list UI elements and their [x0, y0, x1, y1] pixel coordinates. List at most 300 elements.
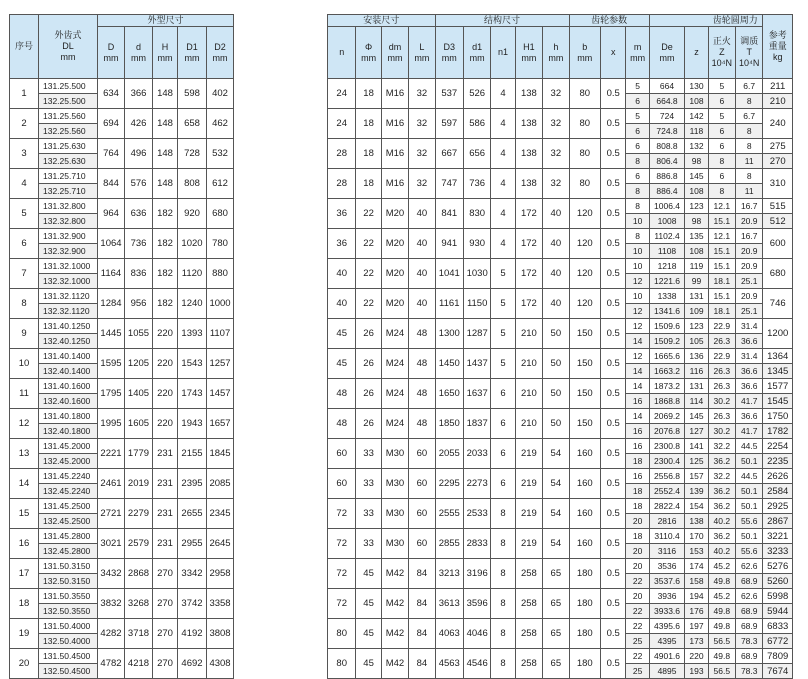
L-cell: 84 — [409, 649, 435, 679]
model-cell: 131.32.1000 — [39, 259, 98, 274]
H-cell: 231 — [153, 529, 178, 559]
b-cell: 180 — [569, 559, 600, 589]
m-cell: 14 — [626, 334, 649, 349]
De-cell: 724 — [649, 109, 685, 124]
tempered-force-cell: 50.1 — [736, 499, 763, 514]
d1-cell: 1837 — [463, 409, 490, 439]
D-cell: 1595 — [98, 349, 125, 379]
model-cell: 132.40.1800 — [39, 424, 98, 439]
H-cell: 220 — [153, 409, 178, 439]
z-cell: 139 — [685, 484, 708, 499]
De-cell: 1663.2 — [649, 364, 685, 379]
normalized-force-cell: 36.2 — [708, 454, 735, 469]
n1-cell: 4 — [491, 199, 515, 229]
h-cell: 50 — [543, 379, 569, 409]
m-cell: 22 — [626, 604, 649, 619]
weight-cell: 1345 — [763, 364, 793, 379]
D1-cell: 658 — [178, 109, 207, 139]
De-cell: 4395 — [649, 634, 685, 649]
phi-cell: 33 — [356, 439, 381, 469]
tempered-force-cell: 68.9 — [736, 619, 763, 634]
gear-param-group-header: 齿轮参数 — [569, 15, 649, 27]
b-cell: 150 — [569, 349, 600, 379]
d1-cell: 2533 — [463, 499, 490, 529]
tempered-force-cell: 25.1 — [736, 274, 763, 289]
m-cell: 25 — [626, 664, 649, 679]
D-cell: 2721 — [98, 499, 125, 529]
H1-cell: 258 — [515, 619, 542, 649]
m-cell: 20 — [626, 544, 649, 559]
D3-cell: 3213 — [435, 559, 463, 589]
tempered-force-cell: 8 — [736, 169, 763, 184]
seq-cell: 14 — [10, 469, 39, 499]
tempered-force-cell: 8 — [736, 94, 763, 109]
D-cell: 1795 — [98, 379, 125, 409]
dm-header: dm mm — [381, 27, 408, 79]
model-cell: 132.32.800 — [39, 214, 98, 229]
d-cell: 426 — [125, 109, 153, 139]
De-cell: 1509.6 — [649, 319, 685, 334]
x-cell: 0.5 — [601, 559, 626, 589]
D1-cell: 1943 — [178, 409, 207, 439]
weight-cell: 6772 — [763, 634, 793, 649]
H-header: H mm — [153, 27, 178, 79]
table-row — [10, 529, 234, 544]
n-cell: 72 — [328, 529, 356, 559]
n-header: n — [328, 27, 356, 79]
d1-cell: 586 — [463, 109, 490, 139]
m-header: m mm — [626, 27, 649, 79]
z-cell: 118 — [685, 124, 708, 139]
b-cell: 120 — [569, 199, 600, 229]
n-cell: 80 — [328, 619, 356, 649]
De-cell: 3116 — [649, 544, 685, 559]
m-cell: 18 — [626, 454, 649, 469]
weight-cell: 1364 — [763, 349, 793, 364]
phi-cell: 22 — [356, 259, 381, 289]
L-cell: 84 — [409, 559, 435, 589]
weight-cell: 210 — [763, 94, 793, 109]
tempered-force-cell: 68.9 — [736, 604, 763, 619]
weight-cell: 5998 — [763, 589, 793, 604]
b-cell: 180 — [569, 649, 600, 679]
n1-cell: 8 — [491, 529, 515, 559]
normalized-force-cell: 32.2 — [708, 469, 735, 484]
m-cell: 10 — [626, 259, 649, 274]
x-cell: 0.5 — [601, 259, 626, 289]
n1-cell: 8 — [491, 499, 515, 529]
D-cell: 3832 — [98, 589, 125, 619]
H-cell: 220 — [153, 379, 178, 409]
tempered-force-cell: 55.6 — [736, 544, 763, 559]
n-cell: 24 — [328, 109, 356, 139]
model-cell: 131.50.4000 — [39, 619, 98, 634]
D2-cell: 532 — [207, 139, 234, 169]
table-row — [328, 379, 793, 394]
De-cell: 2300.4 — [649, 454, 685, 469]
phi-cell: 45 — [356, 589, 381, 619]
model-cell: 131.32.900 — [39, 229, 98, 244]
seq-cell: 6 — [10, 229, 39, 259]
tempered-force-cell: 50.1 — [736, 529, 763, 544]
dm-cell: M24 — [381, 349, 408, 379]
d-cell: 2019 — [125, 469, 153, 499]
De-cell: 886.4 — [649, 184, 685, 199]
normalized-force-cell: 49.8 — [708, 574, 735, 589]
model-cell: 132.50.3150 — [39, 574, 98, 589]
h-cell: 32 — [543, 79, 569, 109]
z-cell: 176 — [685, 604, 708, 619]
z-cell: 141 — [685, 439, 708, 454]
h-cell: 40 — [543, 289, 569, 319]
n-cell: 60 — [328, 469, 356, 499]
h-cell: 65 — [543, 589, 569, 619]
m-cell: 14 — [626, 379, 649, 394]
b-cell: 80 — [569, 79, 600, 109]
model-cell: 131.45.2000 — [39, 439, 98, 454]
b-header: b mm — [569, 27, 600, 79]
table-row — [328, 409, 793, 424]
h-header: h mm — [543, 27, 569, 79]
L-cell: 60 — [409, 529, 435, 559]
normalized-force-cell: 26.3 — [708, 334, 735, 349]
m-cell: 14 — [626, 409, 649, 424]
seq-header: 序号 — [10, 15, 39, 79]
normalized-force-cell: 49.8 — [708, 619, 735, 634]
D3-cell: 667 — [435, 139, 463, 169]
tempered-force-cell: 36.6 — [736, 379, 763, 394]
weight-cell: 7809 — [763, 649, 793, 664]
table-row — [328, 499, 793, 514]
tempered-force-cell: 44.5 — [736, 439, 763, 454]
m-cell: 6 — [626, 94, 649, 109]
D2-cell: 3808 — [207, 619, 234, 649]
z-cell: 170 — [685, 529, 708, 544]
m-cell: 12 — [626, 319, 649, 334]
table-row — [328, 199, 793, 214]
z-cell: 153 — [685, 544, 708, 559]
L-header: L mm — [409, 27, 435, 79]
d-cell: 1779 — [125, 439, 153, 469]
z-cell: 157 — [685, 469, 708, 484]
z-cell: 193 — [685, 664, 708, 679]
tempered-force-cell: 62.6 — [736, 559, 763, 574]
d-cell: 736 — [125, 229, 153, 259]
phi-cell: 18 — [356, 139, 381, 169]
z-cell: 108 — [685, 94, 708, 109]
De-cell: 3536 — [649, 559, 685, 574]
De-cell: 806.4 — [649, 154, 685, 169]
gear-force-group-header: 齿轮圆周力 — [708, 15, 763, 27]
H1-cell: 219 — [515, 469, 542, 499]
m-cell: 20 — [626, 514, 649, 529]
z-cell: 138 — [685, 514, 708, 529]
phi-cell: 26 — [356, 349, 381, 379]
d1-cell: 1150 — [463, 289, 490, 319]
z-cell: 98 — [685, 214, 708, 229]
weight-cell: 2235 — [763, 454, 793, 469]
n-cell: 28 — [328, 169, 356, 199]
D2-cell: 1107 — [207, 319, 234, 349]
L-cell: 48 — [409, 349, 435, 379]
d-cell: 3268 — [125, 589, 153, 619]
De-cell: 1108 — [649, 244, 685, 259]
seq-cell: 11 — [10, 379, 39, 409]
n1-cell: 8 — [491, 619, 515, 649]
D1-cell: 2155 — [178, 439, 207, 469]
weight-cell: 680 — [763, 259, 793, 289]
seq-cell: 9 — [10, 319, 39, 349]
model-cell: 132.40.1600 — [39, 394, 98, 409]
normalized-force-cell: 22.9 — [708, 319, 735, 334]
normalized-force-cell: 6 — [708, 139, 735, 154]
z-cell: 158 — [685, 574, 708, 589]
L-cell: 48 — [409, 379, 435, 409]
D2-cell: 2085 — [207, 469, 234, 499]
z-cell: 145 — [685, 409, 708, 424]
table-row — [10, 649, 234, 664]
z-cell: 145 — [685, 169, 708, 184]
d-cell: 1605 — [125, 409, 153, 439]
normalized-force-cell: 18.1 — [708, 304, 735, 319]
x-cell: 0.5 — [601, 649, 626, 679]
d-cell: 576 — [125, 169, 153, 199]
m-cell: 16 — [626, 424, 649, 439]
De-cell: 1008 — [649, 214, 685, 229]
n1-cell: 4 — [491, 169, 515, 199]
H-cell: 220 — [153, 319, 178, 349]
model-cell: 131.50.3550 — [39, 589, 98, 604]
weight-cell: 7674 — [763, 664, 793, 679]
De-cell: 664.8 — [649, 94, 685, 109]
normalized-force-cell: 45.2 — [708, 589, 735, 604]
H1-cell: 258 — [515, 589, 542, 619]
H-cell: 182 — [153, 259, 178, 289]
H-cell: 270 — [153, 589, 178, 619]
weight-cell: 746 — [763, 289, 793, 319]
z-cell: 127 — [685, 424, 708, 439]
gear-param-group-filler — [649, 15, 708, 27]
tempered-force-cell: 11 — [736, 154, 763, 169]
m-cell: 6 — [626, 139, 649, 154]
table-row — [10, 349, 234, 364]
header-row-group — [10, 15, 234, 27]
m-cell: 20 — [626, 589, 649, 604]
phi-cell: 45 — [356, 619, 381, 649]
D2-cell: 2958 — [207, 559, 234, 589]
H-cell: 148 — [153, 109, 178, 139]
d1-cell: 2273 — [463, 469, 490, 499]
model-cell: 132.45.2800 — [39, 544, 98, 559]
d-cell: 836 — [125, 259, 153, 289]
d1-cell: 1030 — [463, 259, 490, 289]
D2-cell: 402 — [207, 79, 234, 109]
model-cell: 132.25.560 — [39, 124, 98, 139]
D-cell: 844 — [98, 169, 125, 199]
De-cell: 2552.4 — [649, 484, 685, 499]
x-cell: 0.5 — [601, 379, 626, 409]
table-row — [328, 469, 793, 484]
model-cell: 132.45.2240 — [39, 484, 98, 499]
n1-cell: 8 — [491, 589, 515, 619]
H-cell: 270 — [153, 649, 178, 679]
H-cell: 182 — [153, 229, 178, 259]
D1-cell: 2955 — [178, 529, 207, 559]
D2-cell: 3358 — [207, 589, 234, 619]
seq-cell: 1 — [10, 79, 39, 109]
d-cell: 3718 — [125, 619, 153, 649]
De-cell: 1006.4 — [649, 199, 685, 214]
model-cell: 132.25.630 — [39, 154, 98, 169]
x-cell: 0.5 — [601, 439, 626, 469]
phi-cell: 26 — [356, 379, 381, 409]
normalized-force-cell: 56.5 — [708, 634, 735, 649]
H1-cell: 172 — [515, 199, 542, 229]
H1-header: H1 mm — [515, 27, 542, 79]
table-row — [328, 289, 793, 304]
weight-cell: 2584 — [763, 484, 793, 499]
weight-cell: 5944 — [763, 604, 793, 619]
z-cell: 109 — [685, 304, 708, 319]
D3-cell: 537 — [435, 79, 463, 109]
b-cell: 160 — [569, 499, 600, 529]
model-cell: 132.45.2000 — [39, 454, 98, 469]
D-cell: 634 — [98, 79, 125, 109]
d-cell: 1205 — [125, 349, 153, 379]
De-cell: 886.8 — [649, 169, 685, 184]
D-cell: 764 — [98, 139, 125, 169]
seq-cell: 17 — [10, 559, 39, 589]
n-cell: 72 — [328, 559, 356, 589]
H1-cell: 219 — [515, 499, 542, 529]
h-cell: 32 — [543, 139, 569, 169]
D-cell: 1445 — [98, 319, 125, 349]
x-header: x — [601, 27, 626, 79]
table-row — [328, 169, 793, 184]
D1-header: D1 mm — [178, 27, 207, 79]
d-cell: 2279 — [125, 499, 153, 529]
tempered-force-cell: 11 — [736, 184, 763, 199]
b-cell: 120 — [569, 229, 600, 259]
weight-cell: 310 — [763, 169, 793, 199]
H1-cell: 219 — [515, 529, 542, 559]
d1-cell: 656 — [463, 139, 490, 169]
model-cell: 131.40.1250 — [39, 319, 98, 334]
n-cell: 40 — [328, 259, 356, 289]
weight-cell: 1200 — [763, 319, 793, 349]
H1-cell: 258 — [515, 649, 542, 679]
table-row — [10, 469, 234, 484]
z-cell: 108 — [685, 244, 708, 259]
header-row-group — [328, 15, 793, 27]
D3-header: D3 mm — [435, 27, 463, 79]
m-cell: 20 — [626, 559, 649, 574]
n-cell: 36 — [328, 199, 356, 229]
table-row — [328, 259, 793, 274]
normalized-force-cell: 49.8 — [708, 604, 735, 619]
normalized-force-cell: 56.5 — [708, 664, 735, 679]
D1-cell: 1120 — [178, 259, 207, 289]
weight-cell: 275 — [763, 139, 793, 154]
x-cell: 0.5 — [601, 199, 626, 229]
normalized-force-cell: 18.1 — [708, 274, 735, 289]
D3-cell: 1161 — [435, 289, 463, 319]
H1-cell: 219 — [515, 439, 542, 469]
normalized-force-cell: 36.2 — [708, 484, 735, 499]
D-cell: 4782 — [98, 649, 125, 679]
weight-cell: 600 — [763, 229, 793, 259]
weight-cell: 2925 — [763, 499, 793, 514]
h-cell: 32 — [543, 169, 569, 199]
H-cell: 182 — [153, 289, 178, 319]
m-cell: 22 — [626, 619, 649, 634]
h-cell: 54 — [543, 469, 569, 499]
D1-cell: 808 — [178, 169, 207, 199]
D3-cell: 841 — [435, 199, 463, 229]
z-cell: 174 — [685, 559, 708, 574]
D-cell: 964 — [98, 199, 125, 229]
b-cell: 80 — [569, 109, 600, 139]
model-header: 外齿式 DL mm — [39, 15, 98, 79]
tempered-force-cell: 36.6 — [736, 409, 763, 424]
m-cell: 22 — [626, 574, 649, 589]
dm-cell: M16 — [381, 169, 408, 199]
model-cell: 131.40.1800 — [39, 409, 98, 424]
D3-cell: 4563 — [435, 649, 463, 679]
L-cell: 40 — [409, 259, 435, 289]
weight-cell: 1750 — [763, 409, 793, 424]
h-cell: 50 — [543, 409, 569, 439]
seq-cell: 5 — [10, 199, 39, 229]
De-cell: 4895 — [649, 664, 685, 679]
normalized-force-cell: 8 — [708, 154, 735, 169]
D-cell: 1164 — [98, 259, 125, 289]
n1-cell: 4 — [491, 109, 515, 139]
dm-cell: M20 — [381, 229, 408, 259]
De-cell: 1873.2 — [649, 379, 685, 394]
d-header: d mm — [125, 27, 153, 79]
model-cell: 132.32.900 — [39, 244, 98, 259]
tempered-force-cell: 55.6 — [736, 514, 763, 529]
D3-cell: 2055 — [435, 439, 463, 469]
seq-cell: 2 — [10, 109, 39, 139]
d-cell: 636 — [125, 199, 153, 229]
normalized-force-cell: 30.2 — [708, 424, 735, 439]
h-cell: 40 — [543, 229, 569, 259]
table-row — [10, 109, 234, 124]
table-row — [10, 199, 234, 214]
z-cell: 220 — [685, 649, 708, 664]
De-cell: 1221.6 — [649, 274, 685, 289]
weight-header: 参考 重量 kg — [763, 15, 793, 79]
phi-cell: 26 — [356, 409, 381, 439]
m-cell: 18 — [626, 484, 649, 499]
table-row — [10, 379, 234, 394]
model-cell: 131.40.1600 — [39, 379, 98, 394]
table-row — [328, 139, 793, 154]
D2-cell: 1845 — [207, 439, 234, 469]
dm-cell: M42 — [381, 559, 408, 589]
n-cell: 40 — [328, 289, 356, 319]
model-cell: 131.45.2500 — [39, 499, 98, 514]
right-spec-table — [327, 14, 793, 679]
L-cell: 32 — [409, 109, 435, 139]
normalized-force-cell: 5 — [708, 79, 735, 94]
m-cell: 5 — [626, 109, 649, 124]
D2-cell: 4308 — [207, 649, 234, 679]
phi-cell: 22 — [356, 289, 381, 319]
model-cell: 132.25.500 — [39, 94, 98, 109]
